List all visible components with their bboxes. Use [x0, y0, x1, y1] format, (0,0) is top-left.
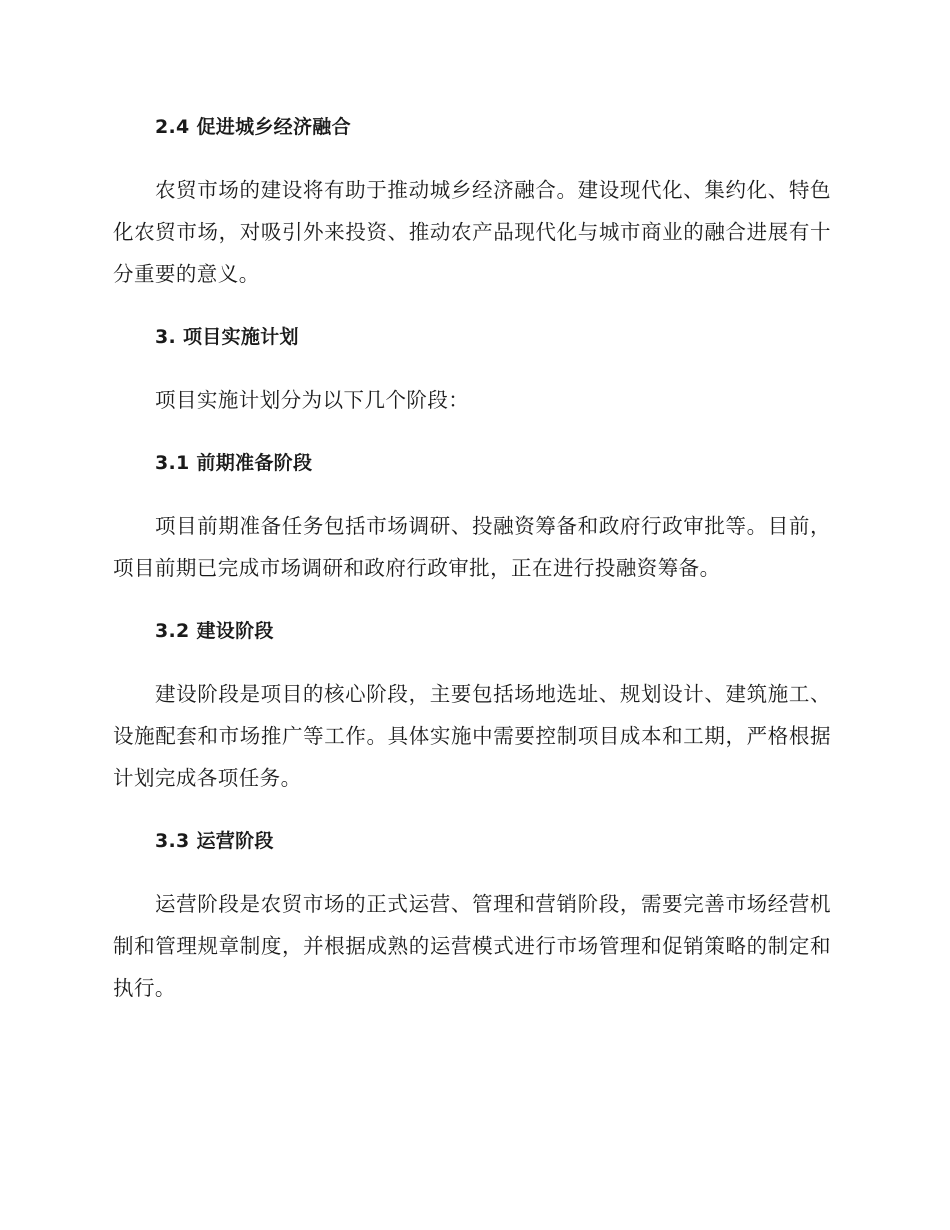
document-body: [113, 109, 831, 1033]
section-paragraph-3-3: 运营阶段是农贸市场的正式运营、管理和营销阶段，需要完善市场经营机制和管理规章制度，并根据成熟的运营模式进行市场管理和促销策略的制定和执行。: [113, 892, 831, 1000]
section-paragraph-3: 项目实施计划分为以下几个阶段：: [155, 388, 470, 412]
section-heading-3-2: 3.2 建设阶段: [155, 620, 274, 642]
section-heading-3-1: 3.1 前期准备阶段: [155, 452, 313, 474]
section-heading-3-3: 3.3 运营阶段: [155, 830, 274, 852]
section-paragraph-3-1: 项目前期准备任务包括市场调研、投融资筹备和政府行政审批等。目前，项目前期已完成市场调研和政府行政审批，正在进行投融资筹备。: [113, 514, 831, 580]
section-paragraph-3-2: 建设阶段是项目的核心阶段，主要包括场地选址、规划设计、建筑施工、设施配套和市场推广等工作。具体实施中需要控制项目成本和工期，严格根据计划完成各项任务。: [113, 682, 831, 790]
section-heading-3: 3. 项目实施计划: [155, 326, 299, 348]
section-heading-2-4: 2.4 促进城乡经济融合: [155, 116, 351, 138]
section-paragraph-2-4: 农贸市场的建设将有助于推动城乡经济融合。建设现代化、集约化、特色化农贸市场，对吸引外来投资、推动农产品现代化与城市商业的融合进展有十分重要的意义。: [113, 178, 831, 286]
